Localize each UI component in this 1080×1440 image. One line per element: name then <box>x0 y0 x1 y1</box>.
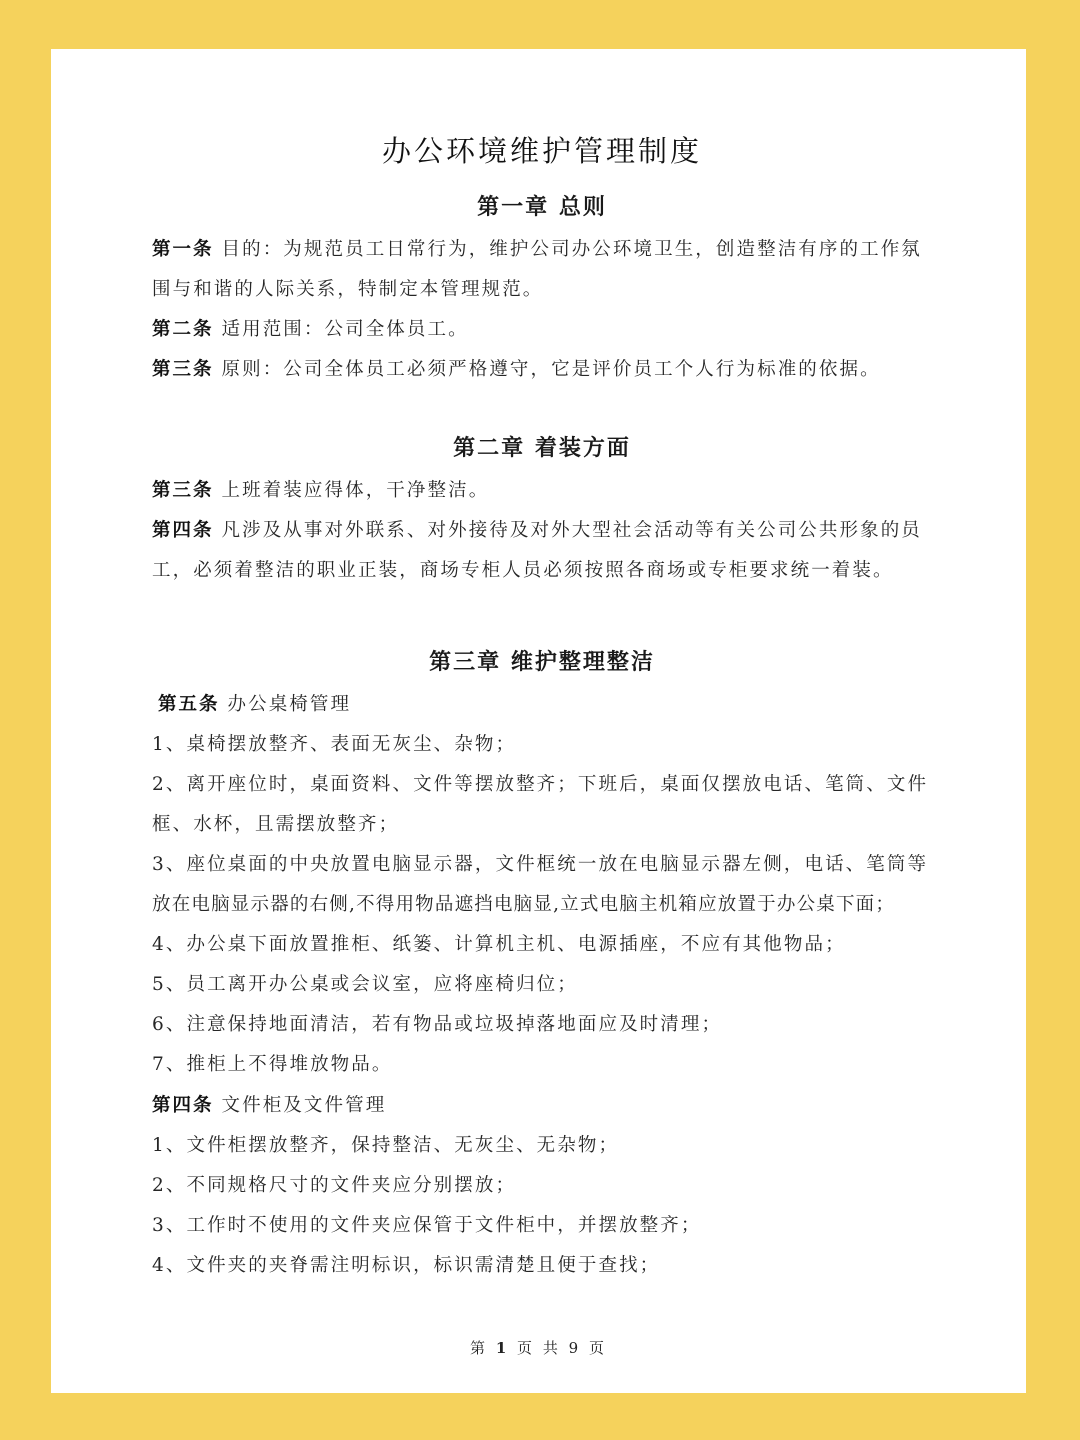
article-3: 第三条 原则：公司全体员工必须严格遵守，它是评价员工个人行为标准的依据。 <box>152 359 881 380</box>
chapter-3-article-5: 第五条 办公桌椅管理 <box>158 694 352 715</box>
list-item: 5、员工离开办公桌或会议室，应将座椅归位； <box>152 974 578 995</box>
list-item: 放在电脑显示器的右侧,不得用物品遮挡电脑显,立式电脑主机箱应放置于办公桌下面； <box>152 894 896 915</box>
total-pages-number: 9 <box>568 1339 582 1357</box>
chapter-2-article-3: 第三条 上班着装应得体，干净整洁。 <box>152 480 490 501</box>
article-1-line-2: 围与和谐的人际关系，特制定本管理规范。 <box>152 279 544 300</box>
list-item: 2、不同规格尺寸的文件夹应分别摆放； <box>152 1175 517 1196</box>
article-label: 第五条 <box>158 694 220 715</box>
list-item: 1、桌椅摆放整齐、表面无灰尘、杂物； <box>152 734 517 755</box>
chapter-3-article-4: 第四条 文件柜及文件管理 <box>152 1095 387 1116</box>
list-item: 2、离开座位时，桌面资料、文件等摆放整齐；下班后，桌面仅摆放电话、笔筒、文件 <box>152 774 929 795</box>
article-label: 第四条 <box>152 520 214 541</box>
list-item: 6、注意保持地面清洁，若有物品或垃圾掉落地面应及时清理； <box>152 1014 723 1035</box>
list-item: 1、文件柜摆放整齐，保持整洁、无灰尘、无杂物； <box>152 1135 620 1156</box>
article-2: 第二条 适用范围：公司全体员工。 <box>152 319 469 340</box>
list-item: 3、座位桌面的中央放置电脑显示器，文件框统一放在电脑显示器左侧，电话、笔筒等 <box>152 854 929 875</box>
chapter-1-heading: 第一章 总则 <box>477 194 607 220</box>
list-item: 框、水杯，且需摆放整齐； <box>152 814 400 835</box>
list-item: 3、工作时不使用的文件夹应保管于文件柜中，并摆放整齐； <box>152 1215 702 1236</box>
chapter-3-heading: 第三章 维护整理整洁 <box>429 649 655 675</box>
article-1-line-1: 第一条 目的：为规范员工日常行为，维护公司办公环境卫生，创造整洁有序的工作氛 <box>152 239 922 260</box>
list-item: 7、推柜上不得堆放物品。 <box>152 1054 393 1075</box>
list-item: 4、文件夹的夹脊需注明标识，标识需清楚且便于查找； <box>152 1255 661 1276</box>
document-page <box>51 49 1026 1393</box>
list-item: 4、办公桌下面放置推柜、纸篓、计算机主机、电源插座，不应有其他物品； <box>152 934 846 955</box>
article-label: 第四条 <box>152 1095 214 1116</box>
article-label: 第三条 <box>152 359 214 380</box>
article-label: 第三条 <box>152 480 214 501</box>
article-label: 第一条 <box>152 239 214 260</box>
page-number-footer: 第 1 页 共 9 页 <box>470 1339 607 1357</box>
document-title: 办公环境维护管理制度 <box>381 134 702 168</box>
chapter-2-article-4-line-1: 第四条 凡涉及从事对外联系、对外接待及对外大型社会活动等有关公司公共形象的员 <box>152 520 922 541</box>
article-label: 第二条 <box>152 319 214 340</box>
chapter-2-article-4-line-2: 工，必须着整洁的职业正装，商场专柜人员必须按照各商场或专柜要求统一着装。 <box>152 560 894 581</box>
current-page-number: 1 <box>495 1339 510 1357</box>
chapter-2-heading: 第二章 着装方面 <box>453 435 631 461</box>
